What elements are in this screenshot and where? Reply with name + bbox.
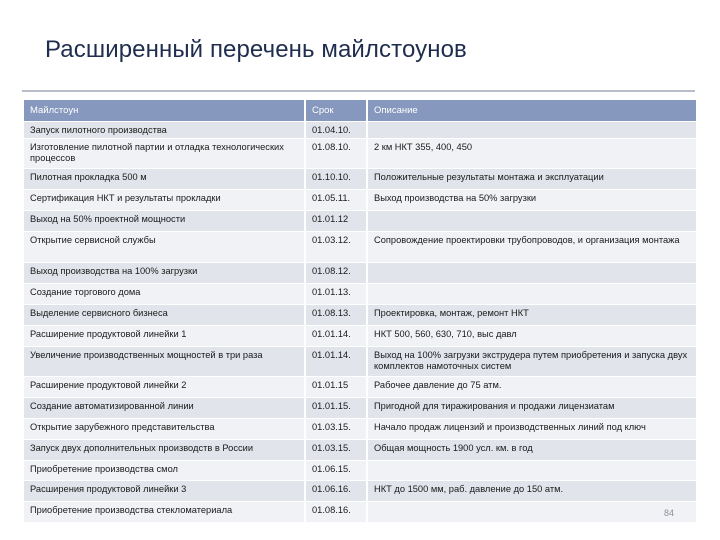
cell-milestone: Расширения продуктовой линейки 3	[24, 481, 305, 502]
cell-milestone: Пилотная прокладка 500 м	[24, 169, 305, 190]
table-row	[24, 211, 696, 232]
cell-date: 01.08.12.	[305, 263, 367, 284]
cell-description	[367, 502, 696, 523]
cell-description: 2 км НКТ 355, 400, 450	[367, 139, 696, 169]
cell-milestone: Запуск двух дополнительных производств в России	[24, 440, 305, 461]
cell-milestone: Выход на 50% проектной мощности	[24, 211, 305, 232]
cell-milestone: Приобретение производства стекломатериала	[24, 502, 305, 523]
table-row	[24, 440, 696, 461]
cell-milestone: Расширение продуктовой линейки 1	[24, 326, 305, 347]
cell-description: НКТ 500, 560, 630, 710, выс давл	[367, 326, 696, 347]
cell-date: 01.08.13.	[305, 305, 367, 326]
table-row	[24, 305, 696, 326]
cell-description	[367, 284, 696, 305]
cell-description: Пригодной для тиражирования и продажи лицензиатам	[367, 398, 696, 419]
table-row	[24, 139, 696, 169]
cell-date: 01.01.14.	[305, 347, 367, 377]
cell-description: Начало продаж лицензий и производственных линий под ключ	[367, 419, 696, 440]
table-row	[24, 347, 696, 377]
cell-milestone: Создание торгового дома	[24, 284, 305, 305]
table-row	[24, 263, 696, 284]
header-milestone: Майлстоун	[24, 100, 305, 122]
cell-date: 01.01.15	[305, 377, 367, 398]
cell-description	[367, 461, 696, 481]
table-row	[24, 232, 696, 263]
table-row	[24, 122, 696, 139]
cell-milestone: Выделение сервисного бизнеса	[24, 305, 305, 326]
cell-date: 01.01.12	[305, 211, 367, 232]
cell-description: Сопровождение проектировки трубопроводов, и организация монтажа	[367, 232, 696, 263]
cell-milestone: Расширение продуктовой линейки 2	[24, 377, 305, 398]
table-row	[24, 481, 696, 502]
cell-date: 01.01.13.	[305, 284, 367, 305]
cell-milestone: Открытие сервисной службы	[24, 232, 305, 263]
cell-date: 01.04.10.	[305, 122, 367, 139]
cell-date: 01.10.10.	[305, 169, 367, 190]
cell-date: 01.01.15.	[305, 398, 367, 419]
cell-date: 01.03.15.	[305, 440, 367, 461]
table-row	[24, 461, 696, 481]
cell-description: Проектировка, монтаж, ремонт НКТ	[367, 305, 696, 326]
cell-date: 01.01.14.	[305, 326, 367, 347]
cell-date: 01.03.12.	[305, 232, 367, 263]
cell-description	[367, 211, 696, 232]
table-header-row	[24, 100, 696, 122]
cell-description: Рабочее давление до 75 атм.	[367, 377, 696, 398]
table-row	[24, 419, 696, 440]
header-date: Срок	[305, 100, 367, 122]
cell-milestone: Запуск пилотного производства	[24, 122, 305, 139]
cell-description: Выход на 100% загрузки экструдера путем приобретения и запуска двух комплектов намоточных систем	[367, 347, 696, 377]
table-row	[24, 502, 696, 523]
cell-description: Выход производства на 50% загрузки	[367, 190, 696, 211]
cell-milestone: Приобретение производства смол	[24, 461, 305, 481]
cell-date: 01.06.16.	[305, 481, 367, 502]
cell-description: НКТ до 1500 мм, раб. давление до 150 атм.	[367, 481, 696, 502]
cell-date: 01.03.15.	[305, 419, 367, 440]
cell-description	[367, 263, 696, 284]
cell-milestone: Выход производства на 100% загрузки	[24, 263, 305, 284]
table-row	[24, 326, 696, 347]
table-row	[24, 284, 696, 305]
cell-date: 01.05.11.	[305, 190, 367, 211]
header-description: Описание	[367, 100, 696, 122]
title-divider	[22, 90, 695, 92]
cell-date: 01.06.15.	[305, 461, 367, 481]
cell-milestone: Изготовление пилотной партии и отладка технологических процессов	[24, 139, 305, 169]
table-row	[24, 377, 696, 398]
page-title: Расширенный перечень майлстоунов	[45, 36, 467, 63]
table-row	[24, 190, 696, 211]
cell-milestone: Сертификация НКТ и результаты прокладки	[24, 190, 305, 211]
table-row	[24, 169, 696, 190]
page-number: 84	[664, 508, 675, 518]
cell-milestone: Создание автоматизированной линии	[24, 398, 305, 419]
cell-description: Общая мощность 1900 усл. км. в год	[367, 440, 696, 461]
cell-milestone: Открытие зарубежного представительства	[24, 419, 305, 440]
table-row	[24, 398, 696, 419]
cell-description	[367, 122, 696, 139]
cell-date: 01.08.10.	[305, 139, 367, 169]
cell-description: Положительные результаты монтажа и эксплуатации	[367, 169, 696, 190]
cell-date: 01.08.16.	[305, 502, 367, 523]
milestones-table	[24, 100, 696, 523]
cell-milestone: Увеличение производственных мощностей в три раза	[24, 347, 305, 377]
